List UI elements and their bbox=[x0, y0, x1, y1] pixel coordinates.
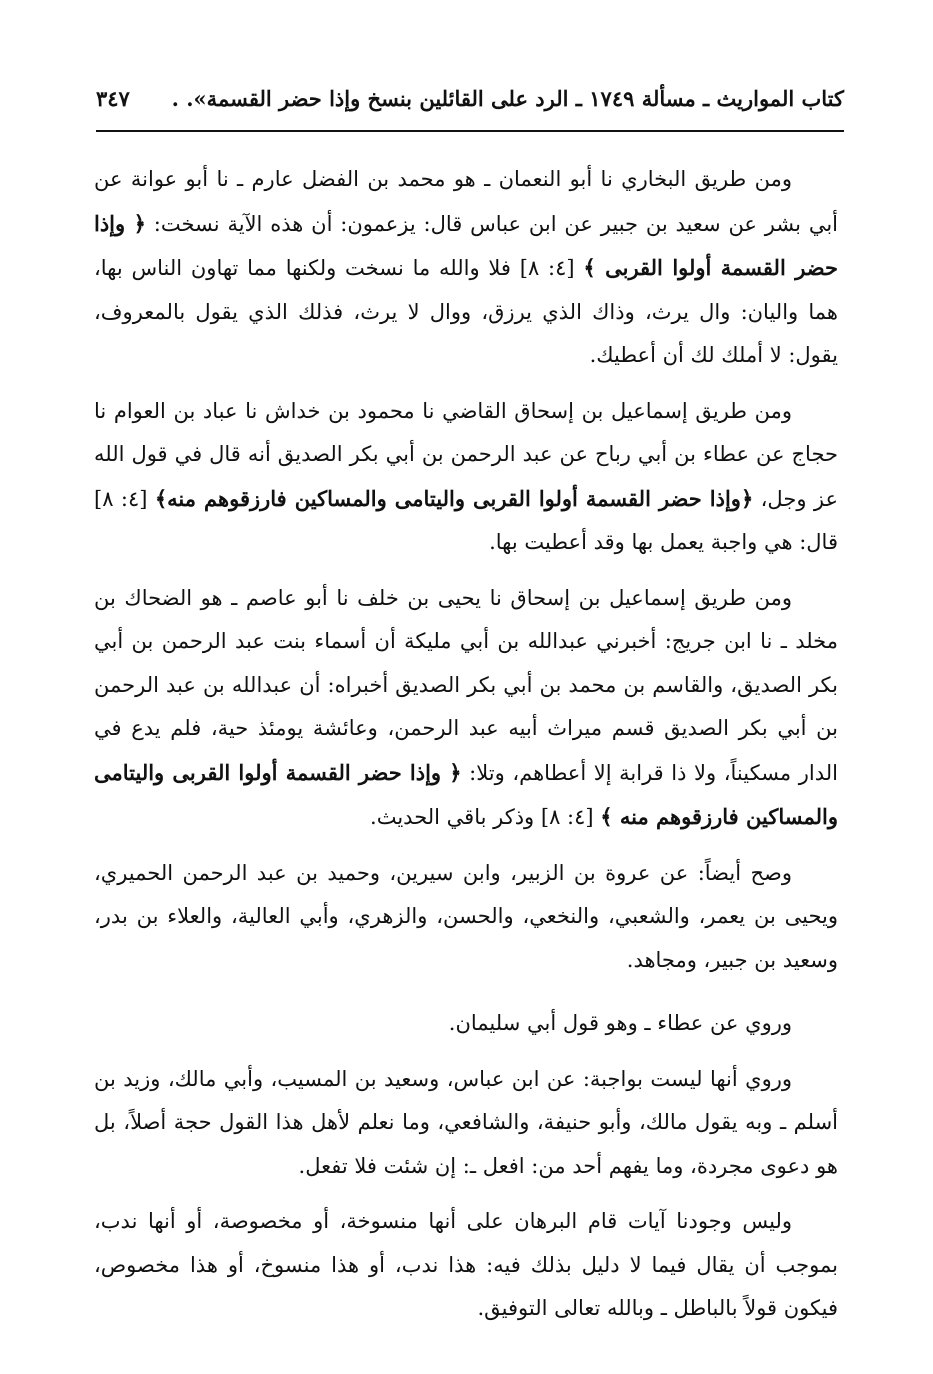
text-segment: وصح أيضاً: عن عروة بن الزبير، وابن سيرين، وحميد بن عبد الرحمن الحميري، ويحيى بن يعمر، والشعبي، والنخعي، والحسن، والزهري، وأبي العالية، والعلاء بن بدر، وسعيد بن جبير، ومجاهد. bbox=[94, 860, 838, 972]
paragraph-1 bbox=[94, 158, 838, 378]
paragraph-4 bbox=[94, 852, 838, 983]
running-header-title: كتاب المواريث ـ مسألة ١٧٤٩ ـ الرد على القائلين بنسخ وإذا حضر القسمة». . bbox=[171, 86, 844, 111]
text-segment: [٤: ٨] قال: هي واجبة يعمل بها وقد أعطيت بها. bbox=[94, 486, 838, 554]
text-segment: [٤: ٨] فلا والله ما نسخت ولكنها مما تهاون الناس بها، هما واليان: وال يرث، وذاك الذي يرزق، ووال لا يرث، فذلك الذي يقول بالمعروف، يقول: لا أملك لك أن أعطيك. bbox=[94, 256, 838, 367]
text-segment: ومن طريق إسماعيل بن إسحاق نا يحيى بن خلف نا أبو عاصم ـ هو الضحاك بن مخلد ـ نا ابن جريج: أخبرني عبدالله بن أبي مليكة أن أسماء بنت عبد الرحمن بن أبي بكر الصديق، والقاسم بن محمد بن أبي بكر الصديق أخبراه: أن عبدالله بن عبد الرحمن بن أبي بكر الصديق قسم ميراث أبيه عبد الرحمن، وعائشة يومئذ حية، فلم يدع في الدار مسكيناً، ولا ذا قرابة إلا أعطاهم، وتلا: bbox=[94, 585, 838, 785]
paragraph-7 bbox=[94, 1200, 838, 1331]
text-segment: [٤: ٨] وذكر باقي الحديث. bbox=[370, 805, 601, 829]
paragraph-2 bbox=[94, 390, 838, 565]
text-segment: ومن طريق إسماعيل بن إسحاق القاضي نا محمود بن خداش نا عباد بن العوام نا حجاج عن عطاء بن أبي رباح عن عبد الرحمن بن أبي بكر الصديق أنه قال في قول الله عز وجل، bbox=[94, 398, 838, 511]
quran-quote: ﴿ وإذا حضر القسمة أولوا القربى واليتامى والمساكين فارزقوهم منه ﴾ bbox=[94, 759, 838, 829]
text-segment: وروي عن عطاء ـ وهو قول أبي سليمان. bbox=[448, 1011, 792, 1035]
paragraph-5 bbox=[94, 1002, 838, 1046]
page-number: ٣٤٧ bbox=[96, 86, 130, 111]
running-header bbox=[96, 80, 844, 120]
text-segment: ومن طريق البخاري نا أبو النعمان ـ هو محمد بن الفضل عارم ـ نا أبو عوانة عن أبي بشر عن سعيد بن جبير عن ابن عباس قال: يزعمون: أن هذه الآية نسخت: bbox=[94, 167, 838, 236]
header-divider bbox=[96, 130, 844, 132]
paragraph-6 bbox=[94, 1058, 838, 1189]
text-segment: وروي أنها ليست بواجبة: عن ابن عباس، وسعيد بن المسيب، وأبي مالك، وزيد بن أسلم ـ وبه يقول مالك، وأبو حنيفة، والشافعي، وما نعلم لأهل هذا القول حجة أصلاً، بل هو دعوى مجردة، وما يفهم أحد من: افعل ـ: إن شئت فلا تفعل. bbox=[94, 1066, 838, 1178]
quran-quote: ﴿وإذا حضر القسمة أولوا القربى واليتامى والمساكين فارزقوهم منه﴾ bbox=[154, 485, 754, 511]
body-text bbox=[94, 158, 838, 1343]
quran-quote: ﴿ وإذا حضر القسمة أولوا القربى ﴾ bbox=[94, 210, 838, 280]
paragraph-3 bbox=[94, 577, 838, 840]
text-segment: وليس وجودنا آيات قام البرهان على أنها منسوخة، أو مخصوصة، أو أنها ندب، بموجب أن يقال فيما لا دليل بذلك فيه: هذا ندب، أو هذا منسوخ، أو هذا مخصوص، فيكون قولاً بالباطل ـ وبالله تعالى التوفيق. bbox=[94, 1209, 838, 1320]
